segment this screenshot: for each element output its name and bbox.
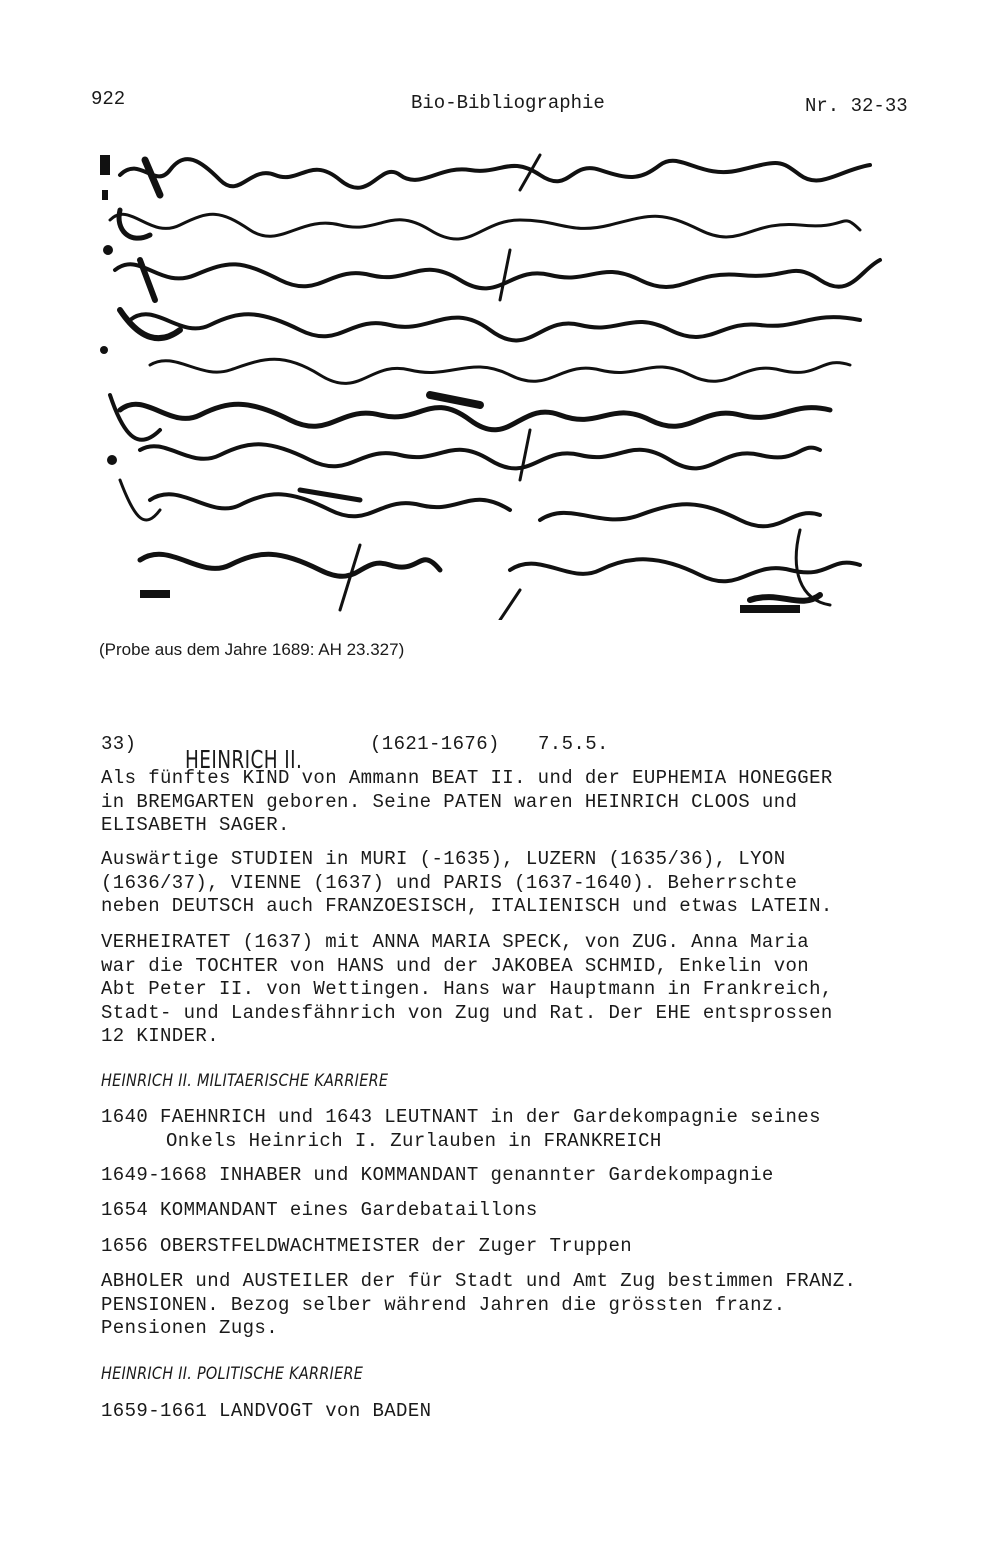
military-item-continuation: Onkels Heinrich I. Zurlauben in FRANKREICH bbox=[166, 1130, 662, 1152]
page-number: 922 bbox=[91, 88, 126, 110]
entry-range: Nr. 32-33 bbox=[805, 95, 908, 117]
entry-dates: (1621-1676) bbox=[370, 733, 500, 755]
entry-name: HEINRICH II. bbox=[185, 745, 303, 774]
text-line: Stadt- und Landesfähnrich von Zug und Rat. Der EHE entsprossen bbox=[101, 1001, 833, 1024]
text-line: 12 KINDER. bbox=[101, 1025, 220, 1047]
text-line: ABHOLER und AUSTEILER der für Stadt und Amt Zug bestimmen FRANZ. bbox=[101, 1270, 857, 1292]
military-item: 1640 FAEHNRICH und 1643 LEUTNANT in der Gardekompagnie seines bbox=[101, 1106, 821, 1128]
military-item: 1654 KOMMANDANT eines Gardebataillons bbox=[101, 1199, 538, 1221]
text-line: VERHEIRATET (1637) mit ANNA MARIA SPECK, von ZUG. Anna Maria bbox=[101, 931, 810, 953]
military-item: 1656 OBERSTFELDWACHTMEISTER der Zuger Truppen bbox=[101, 1235, 633, 1257]
entry-code: 7.5.5. bbox=[538, 733, 609, 755]
birth-paragraph bbox=[101, 767, 961, 838]
text-line: (1636/37), VIENNE (1637) und PARIS (1637-1640). Beherrschte bbox=[101, 871, 798, 894]
text-line: war die TOCHTER von HANS und der JAKOBEA SCHMID, Enkelin von bbox=[101, 954, 810, 977]
entry-number: 33) bbox=[101, 733, 137, 755]
text-line: Abt Peter II. von Wettingen. Hans war Hauptmann in Frankreich, bbox=[101, 978, 833, 1000]
running-title: Bio-Bibliographie bbox=[411, 92, 605, 114]
marriage-paragraph bbox=[101, 931, 961, 1049]
military-item: 1649-1668 INHABER und KOMMANDANT genannter Gardekompagnie bbox=[101, 1164, 774, 1186]
text-line: Als fünftes KIND von Ammann BEAT II. und der EUPHEMIA HONEGGER bbox=[101, 767, 833, 789]
political-heading: HEINRICH II. POLITISCHE KARRIERE bbox=[101, 1364, 364, 1384]
pensions-paragraph bbox=[101, 1270, 961, 1341]
studies-paragraph bbox=[101, 848, 961, 919]
text-line: neben DEUTSCH auch FRANZOESISCH, ITALIENISCH und etwas LATEIN. bbox=[101, 895, 833, 917]
text-line: Pensionen Zugs. bbox=[101, 1317, 279, 1339]
military-heading: HEINRICH II. MILITAERISCHE KARRIERE bbox=[101, 1071, 389, 1091]
handwriting-sample-image bbox=[100, 150, 900, 620]
sample-caption: (Probe aus dem Jahre 1689: AH 23.327) bbox=[99, 640, 405, 659]
text-line: Auswärtige STUDIEN in MURI (-1635), LUZERN (1635/36), LYON bbox=[101, 848, 786, 870]
political-item: 1659-1661 LANDVOGT von BADEN bbox=[101, 1400, 432, 1422]
text-line: in BREMGARTEN geboren. Seine PATEN waren HEINRICH CLOOS und bbox=[101, 790, 798, 813]
text-line: ELISABETH SAGER. bbox=[101, 814, 290, 836]
text-line: PENSIONEN. Bezog selber während Jahren die grössten franz. bbox=[101, 1293, 786, 1316]
